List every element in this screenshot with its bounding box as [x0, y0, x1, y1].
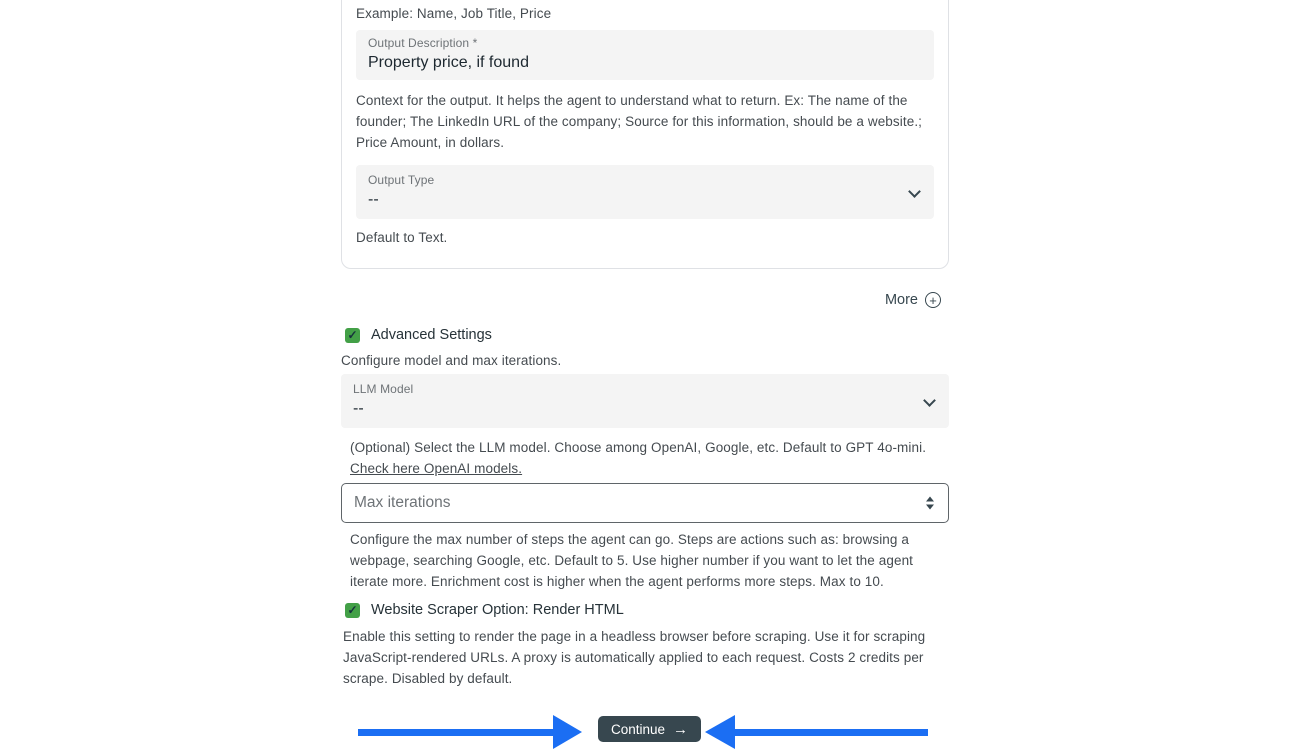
output-description-value: Property price, if found — [368, 54, 529, 71]
continue-button-label: Continue — [611, 721, 666, 737]
llm-model-select[interactable] — [341, 374, 949, 428]
stepper-down-icon[interactable] — [926, 505, 934, 510]
annotation-arrow-right-shaft — [735, 729, 928, 736]
more-label: More — [884, 292, 918, 308]
llm-model-helper — [341, 437, 949, 479]
add-circle-icon[interactable]: + — [925, 292, 941, 308]
check-icon: ✓ — [347, 328, 358, 342]
continue-button[interactable] — [598, 716, 701, 742]
annotation-arrow-left-shaft — [358, 729, 554, 736]
max-iterations-helper: Configure the max number of steps the agent can go. Steps are actions such as: browsing a webpage, searching Google, etc. Default to 5. Use higher number if you want to let the agent iterate more. Enrichment cost is higher when the agent performs more steps. Max to 10. — [350, 532, 914, 589]
form-column — [341, 0, 949, 752]
output-type-label: Output Type — [368, 173, 435, 187]
annotation-arrow-right-head — [705, 715, 735, 749]
output-field-card — [341, 0, 949, 269]
render-html-helper: Enable this setting to render the page in a headless browser before scraping. Use it for scraping JavaScript-rendered URLs. A proxy is automatically applied to each request. Costs 2 credits per scrape. Disabled by default. — [343, 629, 926, 686]
openai-models-link[interactable]: Check here OpenAI models. — [350, 461, 523, 476]
output-name-hint: Example: Name, Job Title, Price — [356, 6, 552, 21]
output-description-helper: Context for the output. It helps the agent to understand what to return. Ex: The name of the founder; The LinkedIn URL of the company; Source for this information, should be a website.; Price Amount, in dollars. — [356, 93, 923, 150]
output-description-field[interactable] — [356, 30, 934, 80]
max-iterations-input-wrap — [341, 483, 949, 523]
advanced-settings-label: Advanced Settings — [371, 327, 492, 343]
check-icon: ✓ — [347, 603, 358, 617]
llm-model-label: LLM Model — [353, 382, 414, 396]
advanced-settings-helper: Configure model and max iterations. — [341, 353, 562, 368]
llm-model-helper-text: (Optional) Select the LLM model. Choose among OpenAI, Google, etc. Default to GPT 4o-mini. — [350, 440, 927, 455]
advanced-settings-checkbox[interactable] — [345, 328, 360, 343]
advanced-settings-row — [345, 327, 949, 343]
output-type-value: -- — [368, 191, 379, 208]
render-html-checkbox[interactable] — [345, 603, 360, 618]
chevron-down-icon — [909, 185, 920, 196]
chevron-down-icon — [924, 394, 935, 405]
output-description-label: Output Description * — [368, 36, 478, 50]
max-iterations-input[interactable] — [342, 484, 948, 522]
stepper-up-icon[interactable] — [926, 497, 934, 502]
llm-model-value: -- — [353, 400, 364, 417]
output-type-select[interactable] — [356, 165, 934, 219]
continue-row — [341, 712, 949, 752]
more-outputs-button[interactable] — [341, 291, 949, 309]
arrow-right-icon: → — [673, 720, 689, 738]
render-html-label: Website Scraper Option: Render HTML — [371, 602, 624, 618]
annotation-arrow-left-head — [553, 715, 582, 749]
number-stepper[interactable] — [926, 497, 934, 510]
render-html-row — [345, 602, 949, 618]
output-type-helper: Default to Text. — [356, 230, 448, 245]
